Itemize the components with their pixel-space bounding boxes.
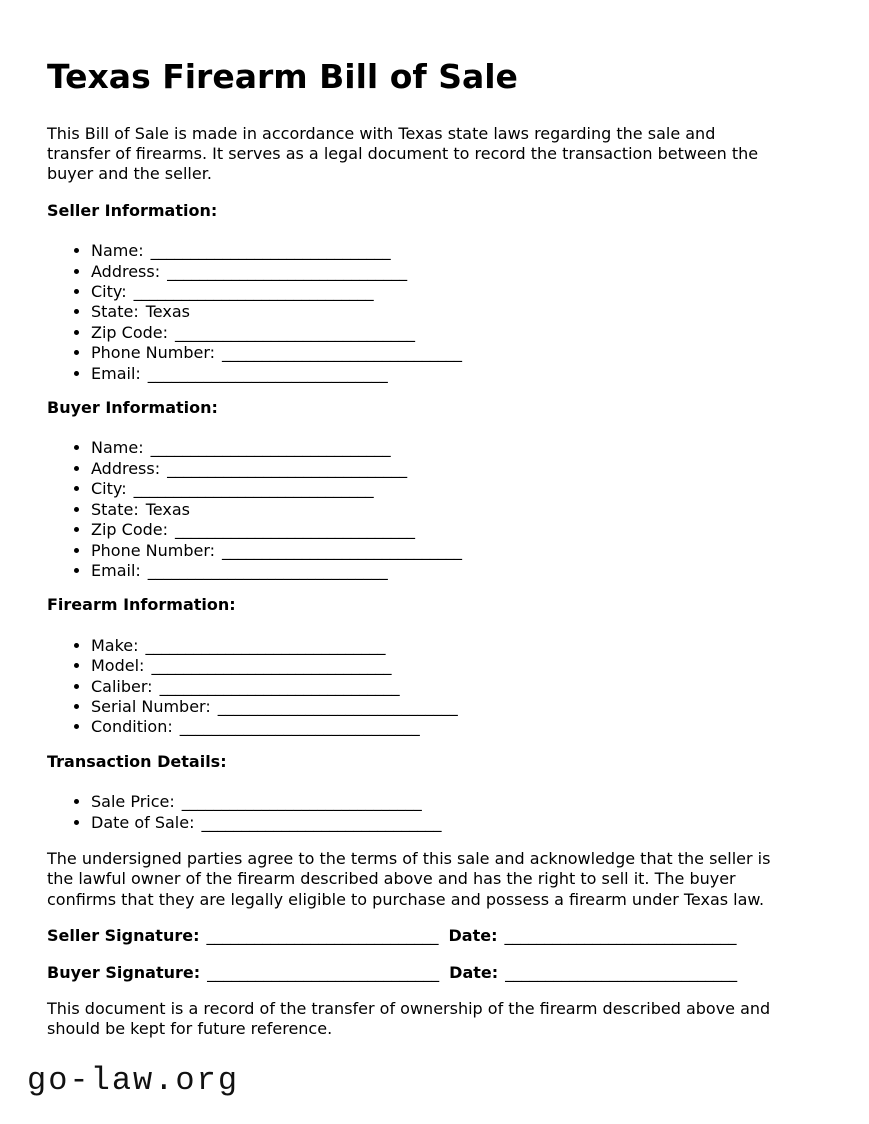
closing-line: should be kept for future reference. <box>47 1019 333 1039</box>
agreement-line: The undersigned parties agree to the terms of this sale and acknowledge that the seller is <box>47 848 771 868</box>
field-label: City: <box>91 479 127 499</box>
field-label: Phone Number: <box>91 343 216 363</box>
firearm-model-field <box>91 656 817 676</box>
intro-line: This Bill of Sale is made in accordance with Texas state laws regarding the sale and <box>47 123 716 143</box>
blank-line: ______________________________ <box>133 282 374 302</box>
blank-line: ______________________________ <box>145 635 386 655</box>
blank-line: ______________________________ <box>222 540 463 560</box>
field-label: Date of Sale: <box>91 812 195 832</box>
field-label: Condition: <box>91 717 173 737</box>
seller-date-label: Date: <box>448 926 498 946</box>
field-label: Sale Price: <box>91 792 175 812</box>
field-label: Model: <box>91 656 145 676</box>
seller-phone-field <box>91 343 817 363</box>
seller-zip-field <box>91 323 817 343</box>
field-label: Phone Number: <box>91 540 216 560</box>
buyer-phone-field <box>91 541 817 561</box>
buyer-signature-row <box>47 963 817 983</box>
buyer-address-field <box>91 459 817 479</box>
blank-line: ______________________________ <box>222 343 463 363</box>
intro-paragraph <box>47 124 817 185</box>
seller-date-blank-line: _____________________________ <box>504 926 737 946</box>
blank-line: ______________________________ <box>175 520 415 540</box>
seller-signature-row <box>47 926 817 946</box>
field-label: Address: <box>91 261 161 281</box>
buyer-signature-label: Buyer Signature: <box>47 962 201 982</box>
agreement-line: confirms that they are legally eligible to purchase and possess a firearm under Texas law. <box>47 889 765 909</box>
blank-line: ______________________________ <box>147 560 388 580</box>
seller-address-field <box>91 262 817 282</box>
buyer-city-field <box>91 479 817 499</box>
field-value: Texas <box>145 302 190 322</box>
blank-line: ______________________________ <box>181 792 422 812</box>
field-label: Caliber: <box>91 676 153 696</box>
firearm-caliber-field <box>91 677 817 697</box>
blank-line: ______________________________ <box>133 479 374 499</box>
blank-line: ______________________________ <box>167 458 408 478</box>
field-label: Zip Code: <box>91 322 168 342</box>
section-heading-transaction-details: Transaction Details: <box>47 751 227 771</box>
buyer-signature-blank-line: _____________________________ <box>207 962 440 982</box>
buyer-information-list <box>47 438 817 581</box>
field-label: Make: <box>91 635 139 655</box>
field-label: Email: <box>91 363 141 383</box>
field-label: Serial Number: <box>91 696 211 716</box>
page-title: Texas Firearm Bill of Sale <box>47 57 518 96</box>
blank-line: ______________________________ <box>150 438 391 458</box>
firearm-serial-number-field <box>91 697 817 717</box>
seller-signature-label: Seller Signature: <box>47 926 200 946</box>
field-value: Texas <box>145 499 190 519</box>
field-label: Zip Code: <box>91 520 168 540</box>
blank-line: ______________________________ <box>175 322 415 342</box>
buyer-name-field <box>91 438 817 458</box>
buyer-email-field <box>91 561 817 581</box>
firearm-information-list <box>47 636 817 738</box>
field-label: State: <box>91 499 139 519</box>
buyer-state-field <box>91 500 817 520</box>
seller-name-field <box>91 241 817 261</box>
section-heading-buyer-information: Buyer Information: <box>47 398 218 418</box>
seller-information-list <box>47 241 817 384</box>
section-heading-seller-information: Seller Information: <box>47 200 218 220</box>
blank-line: ______________________________ <box>217 696 458 716</box>
sale-price-field <box>91 792 817 812</box>
firearm-condition-field <box>91 717 817 737</box>
footer-brand-text: go-law.org <box>27 1061 240 1099</box>
field-label: City: <box>91 282 127 302</box>
seller-email-field <box>91 364 817 384</box>
blank-line: ______________________________ <box>179 717 420 737</box>
intro-line: buyer and the seller. <box>47 164 212 184</box>
blank-line: ______________________________ <box>151 656 392 676</box>
firearm-make-field <box>91 636 817 656</box>
section-heading-firearm-information: Firearm Information: <box>47 595 236 615</box>
seller-state-field <box>91 302 817 322</box>
agreement-paragraph <box>47 849 817 910</box>
blank-line: ______________________________ <box>159 676 400 696</box>
field-label: State: <box>91 302 139 322</box>
field-label: Name: <box>91 438 144 458</box>
agreement-line: the lawful owner of the firearm described above and has the right to sell it. The buyer <box>47 869 736 889</box>
buyer-zip-field <box>91 520 817 540</box>
intro-line: transfer of firearms. It serves as a legal document to record the transaction between the <box>47 144 759 163</box>
field-label: Name: <box>91 241 144 261</box>
seller-city-field <box>91 282 817 302</box>
transaction-details-list <box>47 792 817 833</box>
buyer-date-label: Date: <box>449 962 499 982</box>
seller-signature-blank-line: _____________________________ <box>206 926 439 946</box>
blank-line: ______________________________ <box>167 261 408 281</box>
blank-line: ______________________________ <box>201 812 442 832</box>
buyer-date-blank-line: _____________________________ <box>505 962 738 982</box>
field-label: Email: <box>91 560 141 580</box>
blank-line: ______________________________ <box>147 363 388 383</box>
blank-line: ______________________________ <box>150 241 391 261</box>
field-label: Address: <box>91 458 161 478</box>
closing-line: This document is a record of the transfer of ownership of the firearm described above and <box>47 999 771 1018</box>
date-of-sale-field <box>91 813 817 833</box>
closing-paragraph <box>47 999 817 1040</box>
